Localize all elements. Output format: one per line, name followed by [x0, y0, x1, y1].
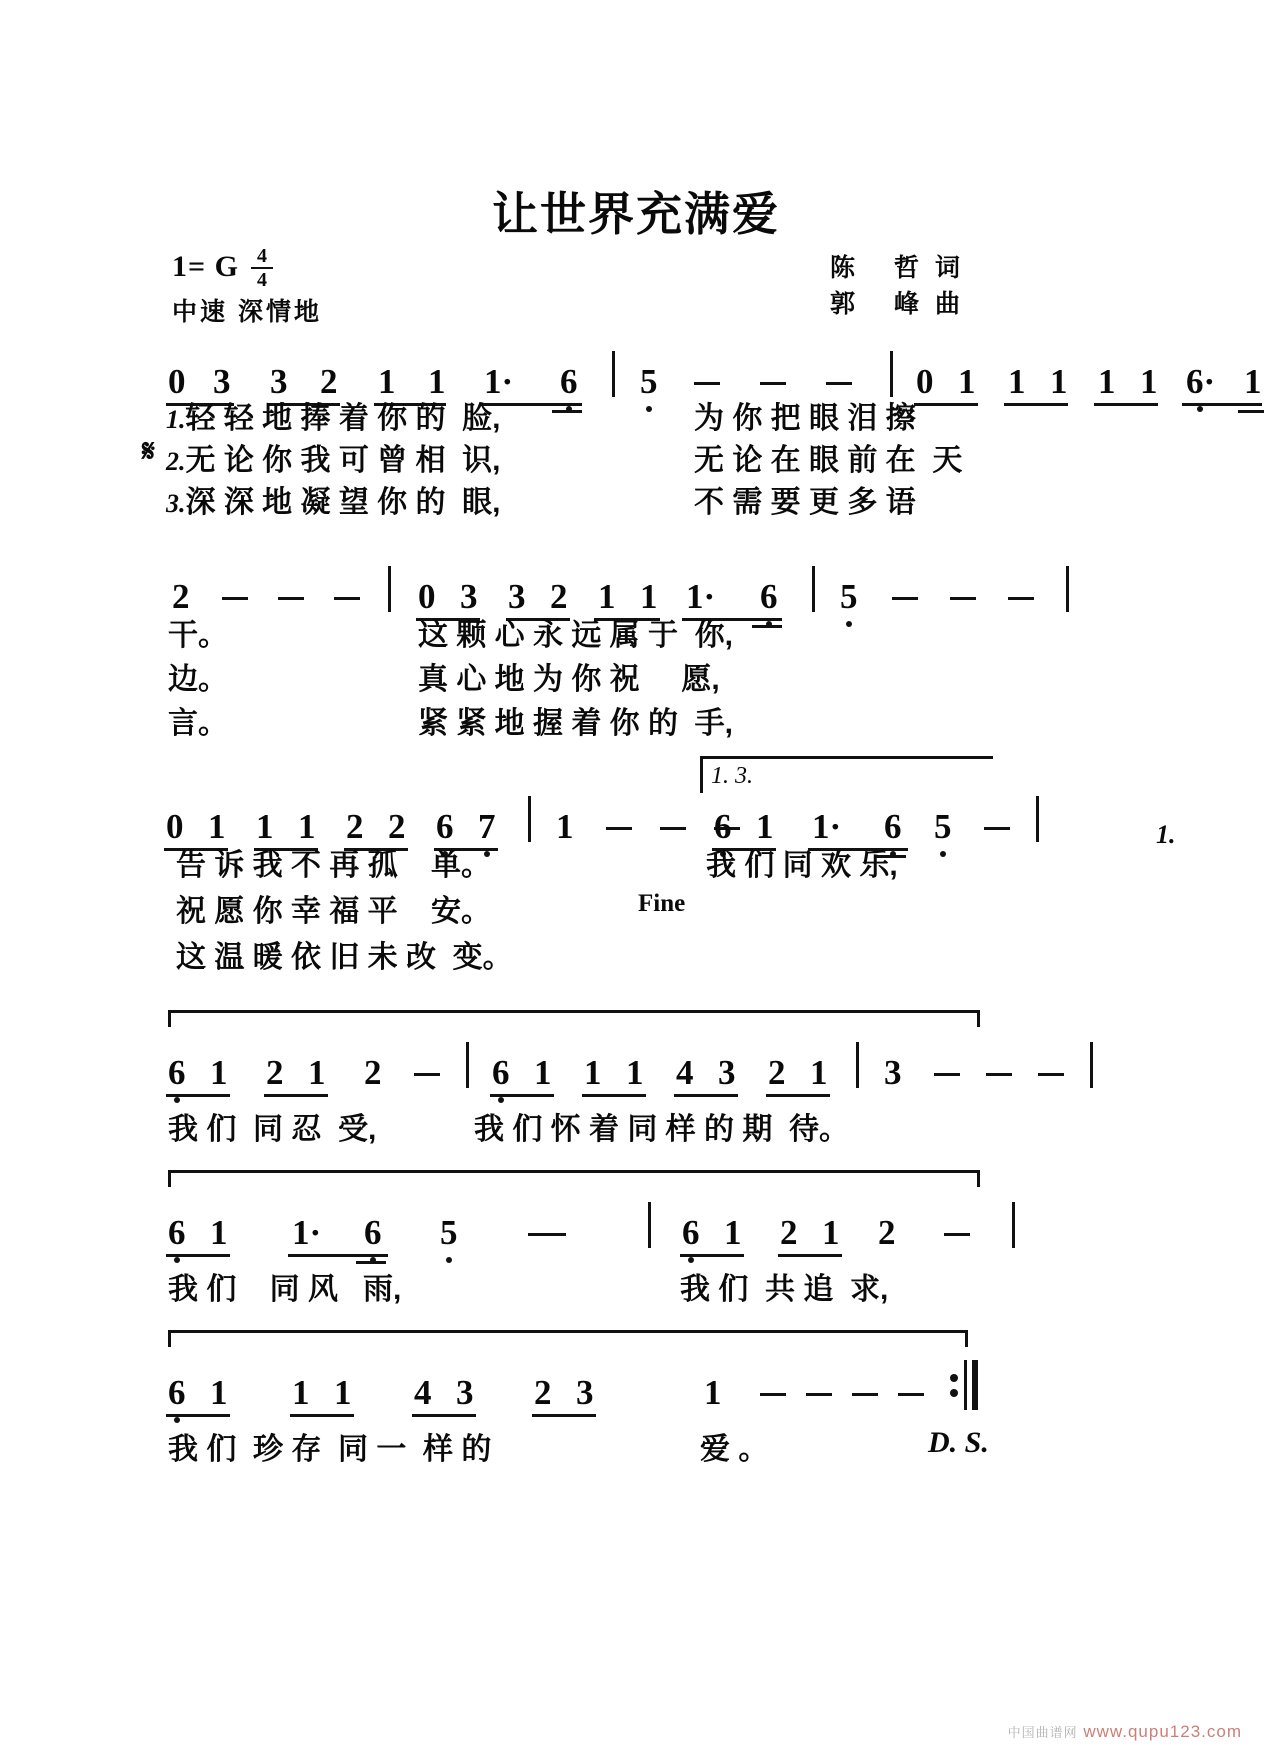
- note: 2: [266, 1053, 284, 1092]
- beam: [532, 1414, 596, 1417]
- note: 6: [682, 1215, 700, 1250]
- note: 5: [934, 809, 952, 844]
- barline: [812, 566, 815, 612]
- system-5-notes: [0, 1196, 1272, 1250]
- note: 2: [534, 1373, 552, 1412]
- note: 1: [534, 1053, 552, 1092]
- note: 6: [560, 364, 578, 399]
- note: 0: [418, 577, 436, 616]
- system-1-notes: [0, 345, 1272, 399]
- lyric-line: 告 诉 我 不 再 孤 单。: [176, 849, 492, 882]
- beam: [490, 1094, 554, 1097]
- barline: [890, 351, 893, 397]
- sustain-dash: [1038, 1073, 1064, 1076]
- note: 3: [576, 1373, 594, 1412]
- lyric-line: 我 们 同 风 雨,: [168, 1273, 402, 1306]
- system-4: [0, 1010, 1272, 1146]
- lyricist-line: [830, 250, 960, 286]
- beam: [674, 1094, 738, 1097]
- note: 1: [308, 1053, 326, 1092]
- sustain-dash: [414, 1073, 440, 1076]
- note: 1: [704, 1373, 722, 1412]
- note: 1: [626, 1053, 644, 1092]
- system-2-notes: [0, 560, 1272, 614]
- lyric-line: 2.无 论 你 我 可 曾 相 识,: [166, 444, 501, 477]
- note: 0: [168, 362, 186, 401]
- beam: [288, 1254, 388, 1257]
- beam: [166, 1254, 230, 1257]
- sustain-dash: [852, 1393, 878, 1396]
- beam: [264, 1094, 328, 1097]
- barline: [1066, 566, 1069, 612]
- watermark-line-2: www.qupu123.com: [1083, 1722, 1242, 1741]
- note: 3: [460, 577, 478, 616]
- phrase-bracket: [168, 1170, 980, 1174]
- composer-line: [830, 286, 960, 322]
- note: 3: [508, 577, 526, 616]
- note: 3: [270, 362, 288, 401]
- beam: [1094, 403, 1158, 406]
- composer-role: 曲: [934, 290, 960, 319]
- system-3: [0, 763, 1272, 974]
- lyric-line: 真 心 地 为 你 祝 愿,: [418, 663, 720, 696]
- sustain-dash: [984, 827, 1010, 830]
- barline: [1090, 1042, 1093, 1088]
- note: 1: [1244, 362, 1262, 401]
- note: 0: [916, 362, 934, 401]
- note: 2: [172, 577, 190, 616]
- barline: [612, 351, 615, 397]
- sustain-dash: [694, 382, 720, 385]
- sustain-dash: [806, 1393, 832, 1396]
- sustain-dash: [1008, 597, 1034, 600]
- note: 1: [208, 807, 226, 846]
- note: 2: [768, 1053, 786, 1092]
- sustain-dash: [944, 1233, 970, 1236]
- phrase-bracket: [168, 1330, 968, 1334]
- note: 6: [760, 579, 778, 614]
- note: 6: [168, 1055, 186, 1090]
- lyric-line: 1.轻 轻 地 捧 着 你 的 脸,: [166, 402, 501, 435]
- beam: [290, 1414, 354, 1417]
- lyric-line: 我 们 共 追 求,: [680, 1273, 889, 1306]
- note: 1: [724, 1213, 742, 1252]
- note: 6: [714, 809, 732, 844]
- beam: [582, 1094, 646, 1097]
- end-repeat-barline: [944, 1360, 978, 1410]
- key-signature-block: [172, 245, 273, 294]
- beam-second: [752, 625, 782, 628]
- barline: [856, 1042, 859, 1088]
- note: 1: [334, 1373, 352, 1412]
- note-dotted: 1·: [484, 362, 514, 401]
- note: 6: [492, 1055, 510, 1090]
- note: 2: [780, 1213, 798, 1252]
- note: 6: [884, 809, 902, 844]
- credits: [830, 250, 960, 323]
- note-dotted: 1·: [686, 577, 716, 616]
- watermark-line-1: 中国曲谱网: [1007, 1725, 1078, 1740]
- sustain-dash: [606, 827, 632, 830]
- sustain-dash: [278, 597, 304, 600]
- sustain-dash: [528, 1233, 566, 1236]
- note: 1: [822, 1213, 840, 1252]
- dal-segno-marker: D. S.: [928, 1426, 989, 1459]
- note: 1: [556, 807, 574, 846]
- note: 1: [210, 1053, 228, 1092]
- note: 2: [364, 1053, 382, 1092]
- note: 1: [1098, 362, 1116, 401]
- lyric-line: 我 们 同 忍 受,: [168, 1113, 377, 1146]
- beam: [778, 1254, 842, 1257]
- lyric-line: 干。: [168, 619, 228, 652]
- barline: [528, 796, 531, 842]
- note: 0: [166, 807, 184, 846]
- lyric-line: 为 你 把 眼 泪 擦: [694, 402, 916, 435]
- note: 1: [428, 362, 446, 401]
- volta-label: 1. 3.: [711, 763, 753, 789]
- note: 5: [440, 1215, 458, 1250]
- beam: [166, 1414, 230, 1417]
- note: 2: [346, 807, 364, 846]
- note: 2: [878, 1213, 896, 1252]
- lyric-line: 边。: [168, 663, 228, 696]
- barline: [648, 1202, 651, 1248]
- beam: [680, 1254, 744, 1257]
- note: 1: [598, 577, 616, 616]
- lyric-line: 爱 。: [700, 1433, 769, 1466]
- sustain-dash: [892, 597, 918, 600]
- note: 1: [640, 577, 658, 616]
- lyric-line: 不 需 要 更 多 语: [694, 486, 916, 519]
- key-label: 1= G: [172, 250, 239, 283]
- fine-marker: Fine: [638, 890, 686, 917]
- system-6: [0, 1330, 1272, 1466]
- lyric-line: 无 论 在 眼 前 在 天: [694, 444, 963, 477]
- sustain-dash: [334, 597, 360, 600]
- lyric-line: 我 们 同 欢 乐,: [706, 849, 898, 882]
- phrase-bracket: [168, 1010, 980, 1014]
- time-signature-denominator: 4: [256, 269, 267, 291]
- note: 1: [298, 807, 316, 846]
- system-1: [0, 345, 1272, 519]
- note: 1: [210, 1373, 228, 1412]
- note: 4: [414, 1373, 432, 1412]
- note: 2: [388, 807, 406, 846]
- note: 6: [436, 809, 454, 844]
- note-dotted: 1·: [812, 807, 842, 846]
- beam: [766, 1094, 830, 1097]
- beam-second: [1238, 410, 1264, 413]
- sustain-dash: [760, 382, 786, 385]
- segno-icon: 𝄋: [142, 435, 155, 468]
- note: 1: [256, 807, 274, 846]
- lyricist-role: 词: [934, 254, 960, 282]
- barline: [1036, 796, 1039, 842]
- note: 7: [478, 809, 496, 844]
- lyric-line: 紧 紧 地 握 着 你 的 手,: [418, 707, 734, 740]
- beam: [914, 403, 978, 406]
- lyric-line: 言。: [168, 707, 228, 740]
- sustain-dash: [986, 1073, 1012, 1076]
- note: 1: [292, 1373, 310, 1412]
- sustain-dash: [660, 827, 686, 830]
- note: 1: [958, 362, 976, 401]
- note-dotted: 6·: [1186, 364, 1215, 399]
- barline: [1012, 1202, 1015, 1248]
- note: 1: [1050, 362, 1068, 401]
- note: 1: [1008, 362, 1026, 401]
- volta-bracket: [700, 756, 993, 793]
- lyric-line: 3.深 深 地 凝 望 你 的 眼,: [166, 486, 501, 519]
- time-signature-numerator: 4: [256, 245, 267, 267]
- sustain-dash: [222, 597, 248, 600]
- volta-1-label: 1.: [1156, 820, 1176, 849]
- lyric-line: 我 们 珍 存 同 一 样 的: [168, 1433, 492, 1466]
- lyric-line: 祝 愿 你 幸 福 平 安。: [176, 895, 492, 928]
- system-3-notes: [0, 790, 1272, 849]
- note-dotted: 1·: [292, 1213, 322, 1252]
- note: 2: [320, 362, 338, 401]
- note: 3: [718, 1053, 736, 1092]
- note: 3: [884, 1053, 902, 1092]
- barline: [388, 566, 391, 612]
- note: 6: [168, 1215, 186, 1250]
- sustain-dash: [898, 1393, 924, 1396]
- sustain-dash: [934, 1073, 960, 1076]
- beam: [412, 1414, 476, 1417]
- composer-name: 郭 峰: [830, 290, 935, 319]
- note: 3: [213, 362, 231, 401]
- system-4-notes: [0, 1036, 1272, 1090]
- beam: [166, 1094, 230, 1097]
- system-5: [0, 1170, 1272, 1306]
- note: 5: [840, 579, 858, 614]
- note: 1: [1140, 362, 1158, 401]
- time-signature: [251, 246, 273, 290]
- system-6-notes: [0, 1356, 1272, 1410]
- note: 1: [584, 1053, 602, 1092]
- note: 6: [168, 1375, 186, 1410]
- beam-second: [552, 410, 582, 413]
- note: 1: [378, 362, 396, 401]
- note: 6: [364, 1215, 382, 1250]
- note: 2: [550, 577, 568, 616]
- note: 5: [640, 364, 658, 399]
- lyric-line: 这 颗 心 永 远 属 于 你,: [418, 619, 734, 652]
- lyric-line: 我 们 怀 着 同 样 的 期 待。: [474, 1113, 850, 1146]
- system-2: [0, 560, 1272, 740]
- sustain-dash: [826, 382, 852, 385]
- tempo-marking: 中速 深情地: [172, 298, 322, 326]
- note: 1: [756, 807, 774, 846]
- page-title: 让世界充满爱: [492, 189, 780, 240]
- note: 3: [456, 1373, 474, 1412]
- beam: [1182, 403, 1262, 406]
- beam: [1004, 403, 1068, 406]
- note: 4: [676, 1053, 694, 1092]
- note: 1: [810, 1053, 828, 1092]
- sustain-dash: [950, 597, 976, 600]
- watermark: [1008, 1722, 1242, 1742]
- note: 1: [210, 1213, 228, 1252]
- barline: [466, 1042, 469, 1088]
- sustain-dash: [760, 1393, 786, 1396]
- lyricist-name: 陈 哲: [830, 254, 935, 282]
- lyric-line: 这 温 暖 依 旧 未 改 变。: [176, 941, 513, 974]
